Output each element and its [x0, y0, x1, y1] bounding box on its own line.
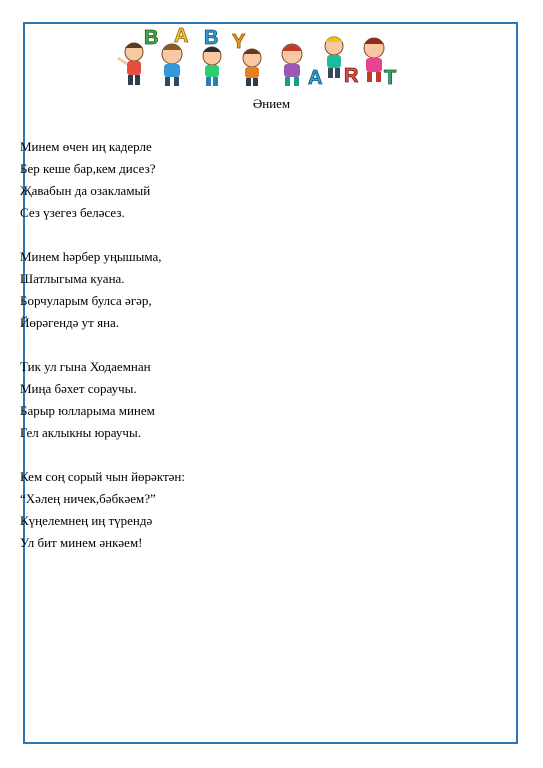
poem-line: Шатлыгыма куана. — [20, 271, 125, 286]
logo-letters-art — [308, 65, 396, 88]
kid-figure-2 — [162, 44, 182, 86]
poem-line: Минем өчен иң кадерле — [20, 139, 152, 154]
poem-line: Тик ул гына Ходаемнан — [20, 359, 151, 374]
svg-text:B: B — [204, 27, 219, 49]
poem-line: Йөрәгендә ут яна. — [20, 315, 120, 330]
svg-text:R: R — [344, 65, 359, 87]
poem-line: Минем һәрбер уңышыма, — [20, 249, 162, 264]
svg-text:A: A — [308, 67, 323, 88]
svg-text:Y: Y — [232, 31, 246, 53]
poem-line: Борчуларым булса әгәр, — [20, 293, 152, 308]
poem-body — [20, 136, 185, 576]
kid-figure-4 — [243, 49, 261, 86]
poem-line: Барыр юлларыма минем — [20, 403, 155, 418]
kid-figure-7 — [364, 38, 384, 82]
svg-text:T: T — [384, 67, 397, 88]
poem-title: Әнием — [252, 96, 291, 111]
poem-line: “Хәлең ничек,бәбкәем?” — [20, 491, 156, 506]
poem-stanza-1 — [20, 136, 185, 224]
poem-line: Кем соң сорый чын йөрәктән: — [20, 469, 185, 484]
poem-line: Күңелемнең иң түрендә — [20, 513, 153, 528]
poem-line: Миңа бәхет сораучы. — [20, 381, 137, 396]
poem-stanza-4 — [20, 466, 185, 554]
logo-letters-baby — [144, 25, 246, 53]
poem-stanza-3 — [20, 356, 185, 444]
poem-line: Сез үзегез беләсез. — [20, 205, 125, 220]
kid-figure-1 — [118, 43, 143, 85]
kid-figure-5 — [282, 44, 302, 86]
poem-stanza-2 — [20, 246, 185, 334]
svg-text:B: B — [144, 27, 159, 49]
poem-line: Гел аклыкны юраучы. — [20, 425, 141, 440]
poem-line: Җавабын да озакламый — [20, 183, 151, 198]
kid-figure-6 — [325, 37, 343, 78]
kid-figure-3 — [203, 47, 221, 86]
poem-line: Ул бит минем әнкәем! — [20, 535, 143, 550]
baby-art-logo — [112, 24, 412, 88]
poem-line: Бер кеше бар,кем дисез? — [20, 161, 156, 176]
svg-text:A: A — [174, 25, 189, 47]
